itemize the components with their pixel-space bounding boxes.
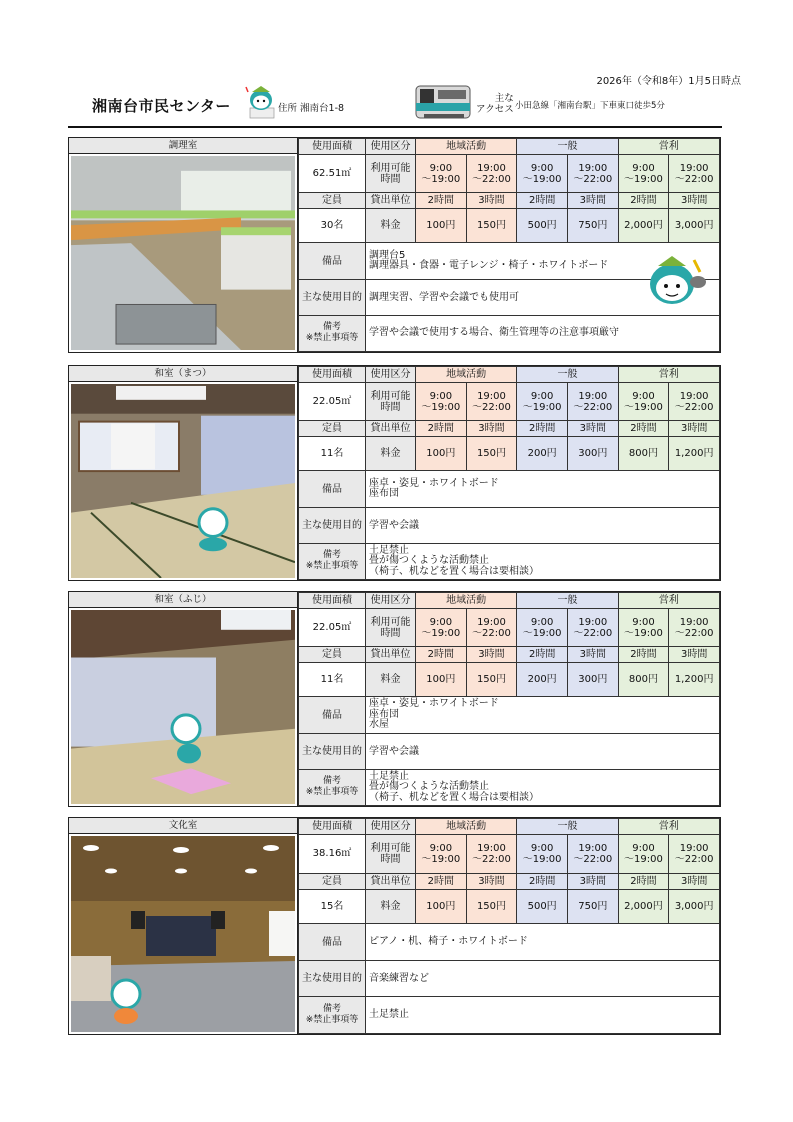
category-general: 一般: [517, 593, 618, 609]
fee-cell: 100円: [416, 889, 467, 923]
hours-end: ～19:00: [624, 401, 663, 413]
train-icon: [414, 84, 474, 122]
purpose-value: 学習や会議: [366, 507, 720, 543]
hours-cell: [466, 383, 517, 421]
hours-start: 19:00: [477, 162, 506, 174]
unit-cell: 3時間: [567, 193, 618, 209]
hours-end: ～22:00: [472, 401, 511, 413]
room-section: [68, 137, 721, 353]
unit-label: 貸出単位: [366, 421, 416, 437]
area-label: 使用面積: [299, 593, 366, 609]
room-photo: [71, 156, 295, 350]
hours-start: 9:00: [632, 162, 655, 174]
room-photo-panel: [69, 366, 298, 580]
unit-cell: 3時間: [669, 421, 720, 437]
unit-label: 貸出単位: [366, 193, 416, 209]
category-community: 地域活動: [416, 139, 517, 155]
hours-start: 9:00: [429, 842, 453, 854]
equipment-label: 備品: [299, 243, 366, 279]
room-photo: [71, 610, 295, 804]
capacity-value: 15名: [299, 889, 366, 923]
hours-end: ～19:00: [421, 853, 461, 865]
unit-label: 貸出単位: [366, 873, 416, 889]
fee-label: 料金: [366, 889, 416, 923]
hours-cell: [618, 383, 669, 421]
mascot-icon: [244, 84, 278, 120]
fee-cell: 150円: [466, 663, 517, 697]
fee-cell: 2,000円: [618, 209, 669, 243]
access-label-line1: 主な: [494, 93, 514, 104]
notes-line: 畳が傷つくような活動禁止: [369, 555, 489, 567]
hours-end: ～22:00: [573, 853, 613, 865]
category-community: 地域活動: [416, 593, 517, 609]
hours-start: 9:00: [632, 616, 655, 628]
equipment-line: 調理器具・食器・電子レンジ・椅子・ホワイトボード: [369, 260, 609, 272]
notes-line: （椅子、机などを置く場合は要相談）: [369, 565, 539, 577]
hours-cell: [517, 835, 568, 874]
hours-end: ～19:00: [421, 173, 461, 185]
room-info-table: [298, 592, 720, 806]
unit-cell: 2時間: [618, 873, 669, 889]
hours-start: 9:00: [530, 162, 554, 174]
hours-start: 19:00: [679, 390, 709, 402]
room-name: 和室（まつ）: [69, 366, 297, 382]
mascot-cooking-icon: [636, 248, 708, 320]
hours-label: 利用可能 時間: [366, 155, 416, 193]
room-section: [68, 365, 721, 581]
equipment-line: 座布団: [369, 488, 399, 500]
hours-cell: [669, 155, 720, 193]
room-photo: [71, 836, 295, 1032]
unit-cell: 2時間: [416, 873, 467, 889]
unit-cell: 3時間: [466, 421, 517, 437]
access-label: [476, 93, 514, 115]
unit-cell: 2時間: [618, 421, 669, 437]
fee-cell: 800円: [618, 437, 669, 471]
notes-value: [366, 769, 720, 805]
fee-cell: 100円: [416, 209, 467, 243]
hours-cell: [567, 609, 618, 647]
fee-cell: 100円: [416, 437, 467, 471]
capacity-value: 30名: [299, 209, 366, 243]
hours-end: ～19:00: [421, 627, 461, 639]
purpose-value: 音楽練習など: [366, 960, 720, 997]
hours-end: ～22:00: [674, 627, 714, 639]
hours-start: 9:00: [530, 842, 554, 854]
notes-value: [366, 315, 720, 351]
notes-label: 備考 ※禁止事項等: [299, 315, 366, 351]
hours-cell: [416, 835, 467, 874]
category-commercial: 営利: [618, 139, 719, 155]
unit-cell: 3時間: [567, 647, 618, 663]
capacity-value: 11名: [299, 663, 366, 697]
purpose-label: 主な使用目的: [299, 507, 366, 543]
equipment-value: [366, 924, 720, 961]
unit-cell: 3時間: [466, 193, 517, 209]
equipment-line: ピアノ・机、椅子・ホワイトボード: [369, 935, 528, 947]
hours-end: ～19:00: [421, 401, 461, 413]
fee-label: 料金: [366, 663, 416, 697]
hours-end: ～19:00: [522, 173, 562, 185]
hours-start: 9:00: [429, 616, 453, 628]
hours-start: 19:00: [477, 842, 506, 854]
hours-start: 19:00: [578, 616, 608, 628]
hours-cell: [416, 383, 467, 421]
fee-cell: 3,000円: [669, 889, 720, 923]
fee-cell: 500円: [517, 889, 568, 923]
hours-start: 9:00: [632, 390, 655, 402]
category-general: 一般: [517, 819, 618, 835]
fee-cell: 1,200円: [669, 663, 720, 697]
hours-cell: [466, 155, 517, 193]
capacity-label: 定員: [299, 193, 366, 209]
notes-line: 土足禁止: [369, 544, 409, 556]
unit-cell: 2時間: [618, 647, 669, 663]
fee-label: 料金: [366, 437, 416, 471]
equipment-line: 調理台5: [369, 249, 406, 261]
hours-start: 9:00: [530, 390, 554, 402]
room-photo: [71, 384, 295, 578]
unit-cell: 3時間: [466, 647, 517, 663]
hours-start: 19:00: [679, 162, 709, 174]
hours-start: 19:00: [477, 616, 506, 628]
unit-cell: 2時間: [517, 193, 568, 209]
hours-start: 19:00: [477, 390, 506, 402]
access-value: 小田急線「湘南台駅」下車東口徒歩5分: [515, 101, 665, 111]
room-name: 調理室: [69, 138, 297, 154]
purpose-label: 主な使用目的: [299, 733, 366, 769]
area-value: 62.51㎡: [299, 155, 366, 193]
unit-cell: 3時間: [567, 421, 618, 437]
fee-label: 料金: [366, 209, 416, 243]
unit-cell: 2時間: [517, 647, 568, 663]
category-commercial: 営利: [618, 819, 719, 835]
hours-start: 19:00: [679, 616, 709, 628]
hours-end: ～22:00: [674, 173, 714, 185]
category-label: 使用区分: [366, 819, 416, 835]
unit-cell: 2時間: [416, 647, 467, 663]
capacity-value: 11名: [299, 437, 366, 471]
room-name: 和室（ふじ）: [69, 592, 297, 608]
fee-cell: 1,200円: [669, 437, 720, 471]
category-commercial: 営利: [618, 367, 719, 383]
equipment-value: [366, 471, 720, 507]
category-community: 地域活動: [416, 819, 517, 835]
hours-end: ～22:00: [573, 627, 613, 639]
area-label: 使用面積: [299, 139, 366, 155]
hours-cell: [669, 383, 720, 421]
hours-end: ～19:00: [624, 853, 663, 865]
hours-cell: [618, 835, 669, 874]
area-value: 22.05㎡: [299, 383, 366, 421]
notes-line: （椅子、机などを置く場合は要相談）: [369, 791, 539, 803]
unit-cell: 3時間: [669, 873, 720, 889]
category-label: 使用区分: [366, 593, 416, 609]
hours-end: ～19:00: [624, 627, 663, 639]
hours-cell: [517, 383, 568, 421]
hours-end: ～22:00: [674, 401, 714, 413]
category-commercial: 営利: [618, 593, 719, 609]
equipment-value: [366, 697, 720, 733]
hours-end: ～22:00: [472, 173, 511, 185]
hours-start: 19:00: [578, 842, 608, 854]
room-name: 文化室: [69, 818, 297, 834]
address: [278, 100, 344, 114]
notes-label: 備考 ※禁止事項等: [299, 543, 366, 579]
notes-line: 畳が傷つくような活動禁止: [369, 781, 489, 793]
fee-cell: 150円: [466, 437, 517, 471]
hours-start: 9:00: [530, 616, 554, 628]
hours-end: ～19:00: [522, 401, 562, 413]
fee-cell: 300円: [567, 437, 618, 471]
capacity-label: 定員: [299, 421, 366, 437]
equipment-line: 水屋: [369, 719, 389, 731]
equipment-label: 備品: [299, 471, 366, 507]
hours-start: 19:00: [578, 162, 608, 174]
hours-start: 19:00: [679, 842, 709, 854]
hours-label: 利用可能 時間: [366, 835, 416, 874]
hours-end: ～19:00: [522, 853, 562, 865]
hours-cell: [416, 609, 467, 647]
area-label: 使用面積: [299, 819, 366, 835]
room-section: [68, 817, 721, 1035]
notes-line: 土足禁止: [369, 1008, 409, 1020]
hours-start: 19:00: [578, 390, 608, 402]
hours-cell: [567, 383, 618, 421]
hours-end: ～19:00: [624, 173, 663, 185]
hours-cell: [517, 609, 568, 647]
facility-title: 湘南台市民センター: [92, 97, 231, 115]
equipment-line: 座卓・姿見・ホワイトボード: [369, 698, 499, 710]
hours-cell: [618, 609, 669, 647]
room-info-table: [298, 138, 720, 352]
category-community: 地域活動: [416, 367, 517, 383]
hours-cell: [669, 835, 720, 874]
category-general: 一般: [517, 139, 618, 155]
equipment-label: 備品: [299, 924, 366, 961]
hours-end: ～22:00: [472, 627, 511, 639]
room-photo-panel: [69, 592, 298, 806]
hours-cell: [466, 609, 517, 647]
unit-cell: 3時間: [669, 193, 720, 209]
hours-start: 9:00: [632, 842, 655, 854]
unit-cell: 2時間: [416, 193, 467, 209]
hours-start: 9:00: [429, 162, 453, 174]
hours-cell: [466, 835, 517, 874]
fee-cell: 2,000円: [618, 889, 669, 923]
hours-cell: [567, 835, 618, 874]
fee-cell: 750円: [567, 209, 618, 243]
hours-cell: [416, 155, 467, 193]
purpose-value: 学習や会議: [366, 733, 720, 769]
unit-cell: 2時間: [416, 421, 467, 437]
fee-cell: 100円: [416, 663, 467, 697]
hours-end: ～22:00: [472, 853, 511, 865]
unit-cell: 3時間: [466, 873, 517, 889]
room-info-table: [298, 366, 720, 580]
area-value: 22.05㎡: [299, 609, 366, 647]
fee-cell: 200円: [517, 437, 568, 471]
hours-cell: [618, 155, 669, 193]
hours-end: ～19:00: [522, 627, 562, 639]
unit-cell: 3時間: [669, 647, 720, 663]
fee-cell: 150円: [466, 209, 517, 243]
notes-line: 土足禁止: [369, 770, 409, 782]
notes-label: 備考 ※禁止事項等: [299, 769, 366, 805]
hours-end: ～22:00: [573, 173, 613, 185]
fee-cell: 150円: [466, 889, 517, 923]
room-photo-panel: [69, 138, 298, 352]
hours-cell: [517, 155, 568, 193]
purpose-label: 主な使用目的: [299, 960, 366, 997]
category-label: 使用区分: [366, 367, 416, 383]
purpose-value: 調理実習、学習や会議でも使用可: [366, 279, 720, 315]
notes-value: [366, 997, 720, 1034]
as-of-date: 2026年（令和8年）1月5日時点: [596, 76, 741, 87]
hours-start: 9:00: [429, 390, 453, 402]
room-section: [68, 591, 721, 807]
unit-cell: 3時間: [567, 873, 618, 889]
fee-cell: 750円: [567, 889, 618, 923]
category-general: 一般: [517, 367, 618, 383]
hours-cell: [669, 609, 720, 647]
category-label: 使用区分: [366, 139, 416, 155]
room-info-table: [298, 818, 720, 1034]
fee-cell: 3,000円: [669, 209, 720, 243]
hours-cell: [567, 155, 618, 193]
hours-label: 利用可能 時間: [366, 609, 416, 647]
fee-cell: 500円: [517, 209, 568, 243]
equipment-line: 座卓・姿見・ホワイトボード: [369, 477, 499, 489]
room-photo-panel: [69, 818, 298, 1034]
page-header: [68, 84, 722, 128]
notes-line: 学習や会議で使用する場合、衛生管理等の注意事項厳守: [369, 327, 619, 339]
unit-cell: 2時間: [618, 193, 669, 209]
capacity-label: 定員: [299, 647, 366, 663]
hours-label: 利用可能 時間: [366, 383, 416, 421]
fee-cell: 300円: [567, 663, 618, 697]
hours-end: ～22:00: [573, 401, 613, 413]
capacity-label: 定員: [299, 873, 366, 889]
access-label-line2: アクセス: [476, 104, 514, 115]
purpose-label: 主な使用目的: [299, 279, 366, 315]
address-value: 湘南台1-8: [300, 103, 345, 114]
notes-label: 備考 ※禁止事項等: [299, 997, 366, 1034]
hours-end: ～22:00: [674, 853, 714, 865]
unit-cell: 2時間: [517, 421, 568, 437]
address-label: 住所: [278, 103, 298, 114]
fee-cell: 800円: [618, 663, 669, 697]
unit-cell: 2時間: [517, 873, 568, 889]
area-value: 38.16㎡: [299, 835, 366, 874]
notes-value: [366, 543, 720, 579]
fee-cell: 200円: [517, 663, 568, 697]
area-label: 使用面積: [299, 367, 366, 383]
equipment-label: 備品: [299, 697, 366, 733]
unit-label: 貸出単位: [366, 647, 416, 663]
equipment-line: 座布団: [369, 708, 399, 720]
